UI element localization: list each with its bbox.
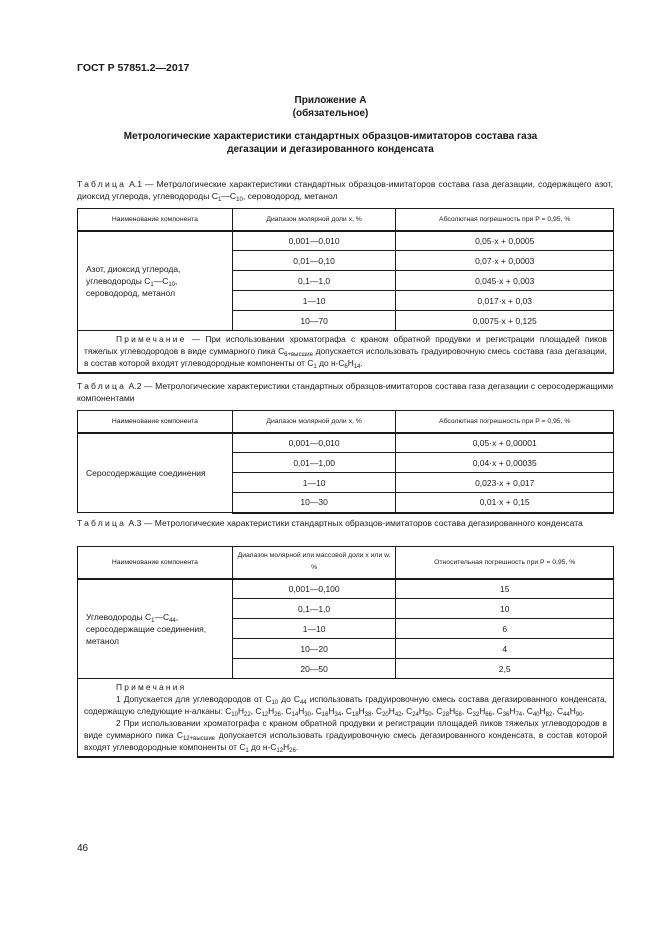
range-cell: 0,1—1,0: [232, 599, 396, 619]
alkane-list: $С_{10}Н_{22}$, $С_{12}Н_{26}$, $С_{14}Н_{30}$, $С_{16}Н_{34}$, $С_{18}Н_{38}$, $С_{20}Н_{42}$, $С_{24}Н_{50}$, $С_{28}Н_{58}$, $С_{32}Н_{66}$, $С_{36}Н_{74}$, $С_{40}Н_{82}$, $С_{44}Н_{90}$.: [225, 706, 585, 718]
notes-label-line: [84, 681, 607, 693]
error-cell: 0,05·x + 0,0005: [396, 231, 614, 251]
caption-prefix: Таблица: [77, 518, 127, 528]
alkane-formula: $С_{24}Н_{50}$: [406, 706, 432, 718]
appendix-heading: [0, 94, 661, 120]
table-a1: [77, 208, 614, 374]
range-cell: 0,001—0,100: [232, 579, 396, 599]
subscript: 14: [353, 364, 361, 370]
table-notes: [78, 679, 614, 758]
subscript: 1: [150, 281, 154, 288]
column-header: Диапазон молярной доли x, %: [232, 411, 396, 433]
subscript: 44: [299, 700, 307, 706]
component-name: —С: [153, 275, 169, 286]
error-cell: 4: [396, 639, 614, 659]
alkane-formula: $С_{20}Н_{42}$: [376, 706, 402, 718]
note-text: 2 При использовании хроматографа с краном обратной продувки и регистрации площадей пиков тяжелых углеводородов в виде суммарного пика С: [84, 718, 607, 740]
alkane-formula: $С_{28}Н_{58}$: [436, 706, 462, 718]
subscript: 1: [245, 748, 249, 754]
caption-number: А.1: [129, 179, 142, 189]
subscript: 44: [169, 617, 176, 624]
error-cell: 0,05·x + 0,00001: [396, 433, 614, 453]
caption-text: —С: [221, 191, 237, 201]
notes-label: Примечания: [116, 682, 187, 692]
alkane-formula: $С_{44}Н_{90}$: [556, 706, 583, 718]
note-label: Примечание: [116, 334, 187, 344]
alkane-formula: $С_{10}Н_{22}$: [225, 706, 251, 718]
range-cell: 0,01—0,10: [232, 251, 396, 271]
table-note-row: [78, 679, 614, 758]
column-header: Абсолютная погрешность при P = 0,95, %: [396, 209, 614, 231]
range-cell: 0,1—1,0: [232, 271, 396, 291]
note-text: допускается использовать градуировочную смесь состава газа дегазации, в состав которой входят углеводородные компоненты от С: [84, 346, 607, 368]
table-row: [78, 579, 614, 599]
component-name: Углеводороды С: [86, 611, 152, 622]
note-text: 1 Допускается для углеводородов от С: [116, 694, 272, 704]
alkane-formula: $С_{14}Н_{30}$: [285, 706, 312, 718]
subscript: 26: [289, 748, 296, 754]
error-cell: 2,5: [396, 659, 614, 679]
note-text: допускается использовать градуировочную смесь дегазированного конденсата, в состав которой входят углеводородные компоненты от С: [84, 730, 608, 752]
column-header: Наименование компонента: [78, 209, 233, 231]
range-cell: 10—70: [232, 311, 396, 331]
document-header: ГОСТ Р 57851.2—2017: [77, 62, 190, 74]
error-cell: 10: [396, 599, 614, 619]
range-cell: 10—20: [232, 639, 396, 659]
subscript: 1: [151, 617, 155, 624]
caption-prefix: Таблица: [77, 179, 127, 189]
column-header: Наименование компонента: [78, 547, 233, 579]
subscript: 10: [236, 197, 243, 203]
error-cell: 6: [396, 619, 614, 639]
subscript: 6+высшие: [284, 352, 313, 358]
error-cell: 0,023·x + 0,017: [396, 473, 614, 493]
component-name-cell: [78, 579, 233, 679]
component-name: , сероводород, метанол: [86, 275, 178, 298]
range-cell: 0,001—0,010: [232, 231, 396, 251]
note-text: Н: [347, 358, 354, 368]
error-cell: 0,0075·x + 0,125: [396, 311, 614, 331]
caption-text: , сероводород, метанол: [242, 191, 338, 201]
range-cell: 0,01—1,00: [232, 453, 396, 473]
subscript: 12: [276, 748, 284, 754]
range-cell: 0,001—0,010: [232, 433, 396, 453]
table-a2-caption: [77, 380, 613, 404]
table-note-row: [78, 331, 614, 374]
column-header: Абсолютная погрешность при P = 0,95, %: [396, 411, 614, 433]
column-header: Диапазон молярной или массовой доли x или w, %: [232, 547, 396, 579]
subscript: 1: [217, 197, 222, 203]
subscript: 1: [313, 364, 317, 370]
note-text: Н: [283, 742, 290, 752]
note-text: .: [360, 358, 363, 368]
table-a1-caption: [77, 178, 613, 202]
component-name-cell: Серосодержащие соединения: [78, 433, 233, 513]
error-cell: 0,017·x + 0,03: [396, 291, 614, 311]
table-row: [78, 433, 614, 453]
range-cell: 1—10: [232, 619, 396, 639]
column-header: Наименование компонента: [78, 411, 233, 433]
alkane-formula: $С_{36}Н_{74}$: [496, 706, 523, 718]
caption-text: — Метрологические характеристики стандартных образцов-имитаторов состава газа дегазации, содержащего азот, диоксид углерода, углеводороды С: [77, 179, 613, 201]
alkane-formula: $С_{12}Н_{26}$: [255, 706, 281, 718]
caption-number: А.2: [128, 381, 142, 391]
note-text: использовать градуировочную смесь состава дегазированного конденсата, содержащую следующие н-алканы:: [84, 694, 607, 716]
subscript: 12+высшие: [182, 736, 216, 742]
component-name-cell: [78, 231, 233, 331]
table-note: [78, 331, 614, 374]
alkane-formula: $С_{18}Н_{38}$: [345, 706, 372, 718]
range-cell: 20—50: [232, 659, 396, 679]
section-title: Метрологические характеристики стандартных образцов-имитаторов состава газа дегазации и дегазированного конденсата: [123, 131, 538, 155]
table-a3-caption: [77, 517, 613, 529]
table-header-row: [78, 411, 614, 433]
table-header-row: [78, 547, 614, 579]
note-text: до н-С: [316, 358, 345, 368]
error-cell: 0,01·x + 0,15: [396, 493, 614, 513]
note-text: до С: [278, 694, 300, 704]
error-cell: 0,045·x + 0,003: [396, 271, 614, 291]
note-text: .: [295, 742, 299, 752]
range-cell: 10—30: [232, 493, 396, 513]
note-2: [84, 717, 607, 753]
table-header-row: [78, 209, 614, 231]
caption-text: — Метрологические характеристики стандартных образцов-имитаторов состава газа дегазации с серосодержащими компонентами: [77, 381, 613, 403]
component-name: Азот, диоксид углерода, углеводороды С: [86, 263, 181, 286]
subscript: 10: [168, 281, 176, 288]
note-text: — При использовании хроматографа с краном обратной продувки и регистрации площадей пиков тяжелых углеводородов в виде суммарного пика С: [84, 334, 608, 356]
caption-prefix: Таблица: [77, 381, 127, 391]
note-text: до н-С: [248, 742, 277, 752]
table-a2: [77, 410, 614, 514]
caption-text: — Метрологические характеристики стандартных образцов-имитаторов состава дегазированного конденсата: [143, 518, 583, 528]
alkane-formula: $С_{40}Н_{82}$: [526, 706, 553, 718]
alkane-formula: $С_{32}Н_{66}$: [466, 706, 492, 718]
column-header: Диапазон молярной доли x, %: [232, 209, 396, 231]
alkane-formula: $С_{16}Н_{34}$: [315, 706, 342, 718]
page-number: 46: [77, 843, 89, 854]
appendix-status: (обязательное): [292, 108, 369, 119]
caption-number: А.3: [128, 518, 142, 528]
component-name: —С: [154, 611, 170, 622]
error-cell: 0,07·x + 0,0003: [396, 251, 614, 271]
column-header: Относительная погрешность при P = 0,95, %: [396, 547, 614, 579]
table-a3: [77, 546, 614, 758]
subscript: 6: [344, 364, 348, 370]
component-name: , серосодержащие соединения, метанол: [86, 611, 207, 646]
error-cell: 15: [396, 579, 614, 599]
subscript: 10: [271, 700, 279, 706]
error-cell: 0,04·x + 0,00035: [396, 453, 614, 473]
range-cell: 1—10: [232, 473, 396, 493]
range-cell: 1—10: [232, 291, 396, 311]
note-1: [84, 693, 607, 717]
table-row: [78, 231, 614, 251]
appendix-title: Приложение А: [294, 95, 367, 106]
